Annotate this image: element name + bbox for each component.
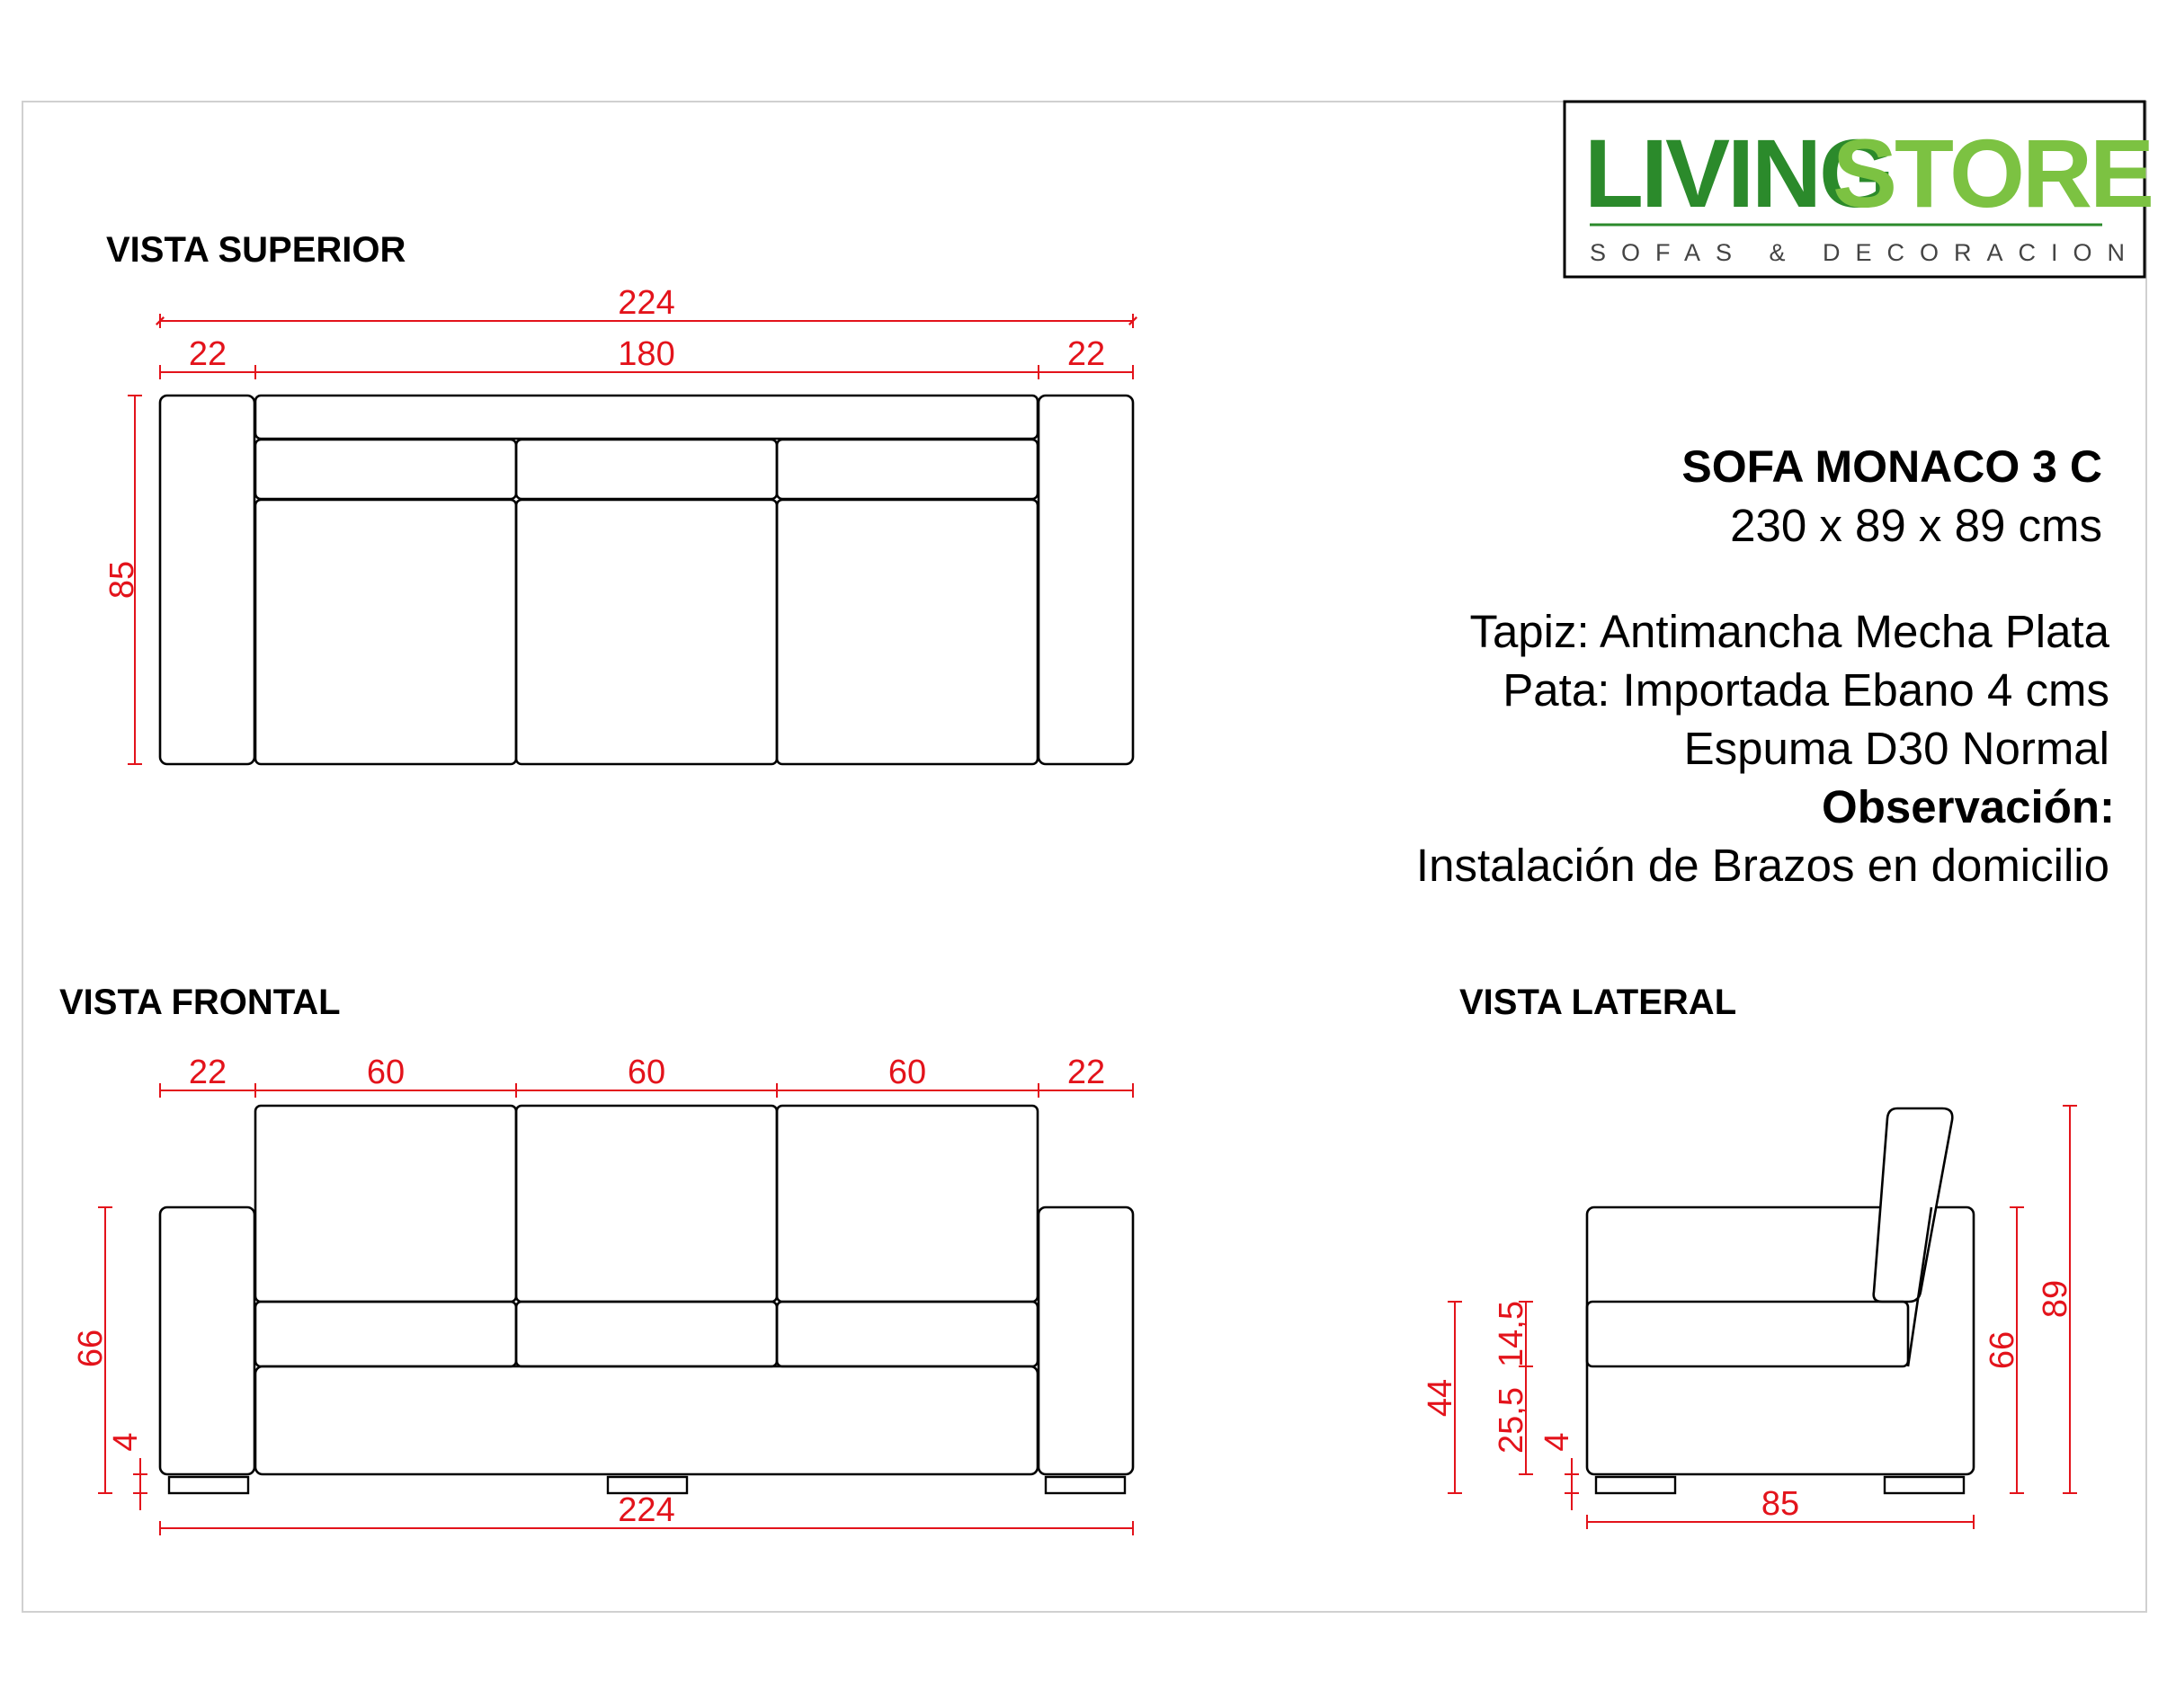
top-back-cushion-2 [516, 440, 777, 499]
logo-living: LIVING [1584, 119, 1893, 227]
side-view-dimensions [1422, 1106, 2077, 1529]
dim-side-leg: 4 [1538, 1432, 1576, 1452]
brand-logo [1565, 102, 2152, 277]
top-arm-left [160, 396, 254, 764]
front-view-dimensions [72, 1054, 1133, 1535]
side-backrest-cushion [1874, 1108, 1953, 1302]
dim-front-seat-1: 60 [366, 1054, 406, 1091]
dim-front-total: 224 [618, 1491, 675, 1529]
dim-side-arm-height: 66 [1984, 1330, 2021, 1370]
spec-observation-label: Observación: [1822, 781, 2115, 832]
top-arm-right [1039, 396, 1133, 764]
dim-top-total: 224 [618, 284, 675, 322]
dim-front-arm-left: 22 [188, 1054, 227, 1091]
side-leg-front [1596, 1477, 1675, 1493]
spec-observation-text: Instalación de Brazos en domicilio [1415, 840, 2109, 891]
heading-side-view: VISTA LATERAL [1459, 983, 1737, 1022]
side-view-drawing [1587, 1108, 1974, 1493]
spec-pata: Pata: Importada Ebano 4 cms [1503, 664, 2109, 716]
top-seat-cushion-1 [255, 500, 516, 764]
dim-side-cushion: 14,5 [1493, 1301, 1530, 1367]
product-name: SOFA MONACO 3 C [1681, 441, 2102, 492]
dim-side-base: 25,5 [1493, 1387, 1530, 1454]
side-seat-cushion [1587, 1302, 1908, 1366]
top-view-drawing [160, 396, 1133, 764]
heading-top-view: VISTA SUPERIOR [106, 230, 406, 270]
logo-store: STORE [1833, 119, 2153, 227]
dim-front-leg: 4 [107, 1432, 145, 1452]
front-seat-cushion-3 [777, 1302, 1038, 1366]
dim-front-seat-2: 60 [627, 1054, 666, 1091]
dim-top-depth: 85 [103, 560, 141, 600]
top-seat-cushion-3 [777, 500, 1038, 764]
product-size: 230 x 89 x 89 cms [1730, 500, 2102, 551]
dim-side-total-height: 89 [2037, 1279, 2074, 1319]
dim-top-arm-left: 22 [188, 335, 227, 373]
dim-front-seat-3: 60 [887, 1054, 927, 1091]
front-arm-left [160, 1207, 254, 1474]
front-leg-left [169, 1477, 248, 1493]
top-view-dimensions [103, 284, 1133, 764]
front-back-cushion-1 [255, 1106, 516, 1302]
dim-front-arm-right: 22 [1066, 1054, 1106, 1091]
front-arm-right [1039, 1207, 1133, 1474]
top-backrest [255, 396, 1038, 439]
dim-side-depth: 85 [1761, 1485, 1800, 1523]
side-leg-back [1885, 1477, 1964, 1493]
logo-tagline: SOFAS & DECORACION [1590, 239, 2141, 266]
dim-side-seat-height: 44 [1422, 1378, 1459, 1418]
front-back-cushion-3 [777, 1106, 1038, 1302]
front-seat-cushion-1 [255, 1302, 516, 1366]
spec-espuma: Espuma D30 Normal [1683, 723, 2109, 774]
dim-top-middle: 180 [618, 335, 675, 373]
spec-tapiz: Tapiz: Antimancha Mecha Plata [1469, 606, 2109, 657]
dim-front-arm-height: 66 [72, 1329, 110, 1368]
dim-top-arm-right: 22 [1066, 335, 1106, 373]
front-base [255, 1366, 1038, 1474]
top-back-cushion-1 [255, 440, 516, 499]
front-view-drawing [160, 1106, 1133, 1493]
front-leg-right [1046, 1477, 1125, 1493]
front-back-cushion-2 [516, 1106, 777, 1302]
front-seat-cushion-2 [516, 1302, 777, 1366]
top-back-cushion-3 [777, 440, 1038, 499]
heading-front-view: VISTA FRONTAL [59, 983, 341, 1022]
top-seat-cushion-2 [516, 500, 777, 764]
